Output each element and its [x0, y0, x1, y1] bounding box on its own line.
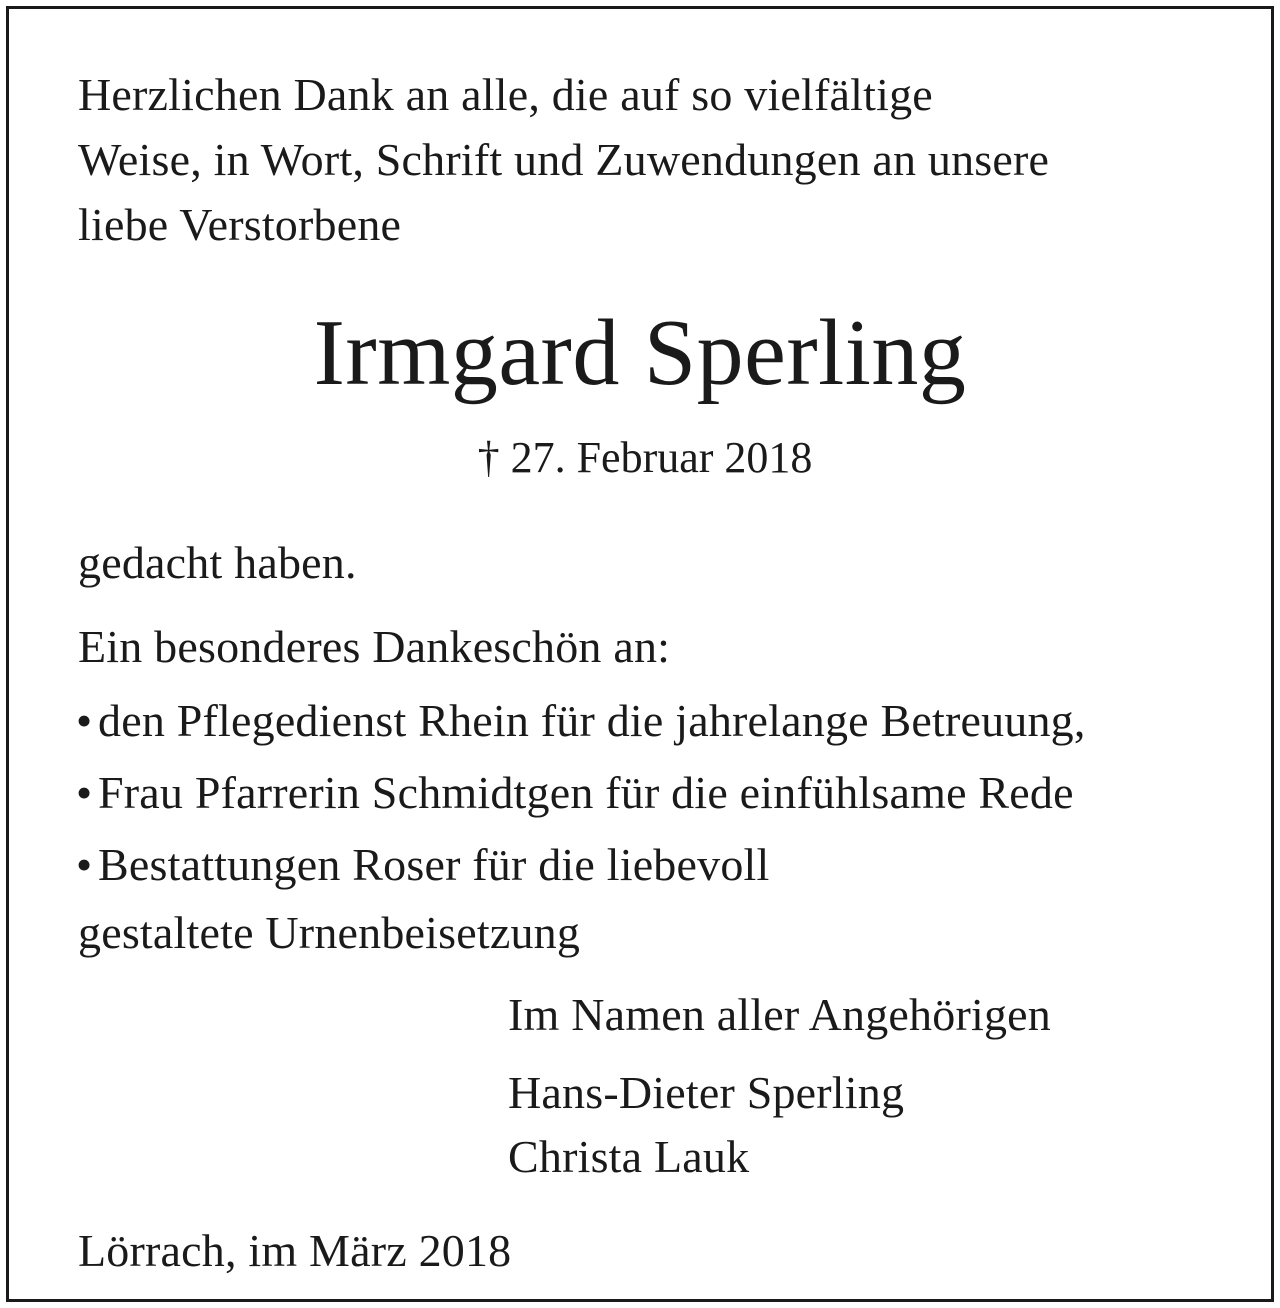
thanks-item-3-continuation: gestaltete Urnenbeisetzung: [78, 907, 581, 958]
thanks-item-2: [76, 767, 1074, 818]
deceased-name: Irmgard Sperling: [313, 301, 967, 405]
thanks-item-text: Frau Pfarrerin Schmidtgen für die einfühlsame Rede: [98, 767, 1074, 818]
signature-name-1: Hans-Dieter Sperling: [508, 1067, 905, 1118]
signature-name-2: Christa Lauk: [508, 1131, 750, 1182]
death-date: † 27. Februar 2018: [477, 433, 813, 482]
thanks-heading: Ein besonderes Dankeschön an:: [78, 621, 671, 672]
intro-line-1: Herzlichen Dank an alle, die auf so vielfältige: [78, 69, 933, 120]
bullet-icon: •: [76, 767, 93, 818]
intro-line-3: liebe Verstorbene: [78, 199, 402, 250]
closing-phrase: gedacht haben.: [78, 537, 357, 588]
thanks-item-text: Bestattungen Roser für die liebevoll: [98, 839, 770, 890]
bullet-icon: •: [76, 695, 93, 746]
thanks-item-1: [76, 695, 1086, 746]
thanks-item-text: den Pflegedienst Rhein für die jahrelange Betreuung,: [98, 695, 1086, 746]
bullet-icon: •: [76, 839, 93, 890]
intro-line-2: Weise, in Wort, Schrift und Zuwendungen an unsere: [78, 134, 1050, 185]
signature-on-behalf: Im Namen aller Angehörigen: [508, 989, 1051, 1040]
thanks-item-3: [76, 839, 770, 890]
place-date: Lörrach, im März 2018: [78, 1225, 512, 1276]
